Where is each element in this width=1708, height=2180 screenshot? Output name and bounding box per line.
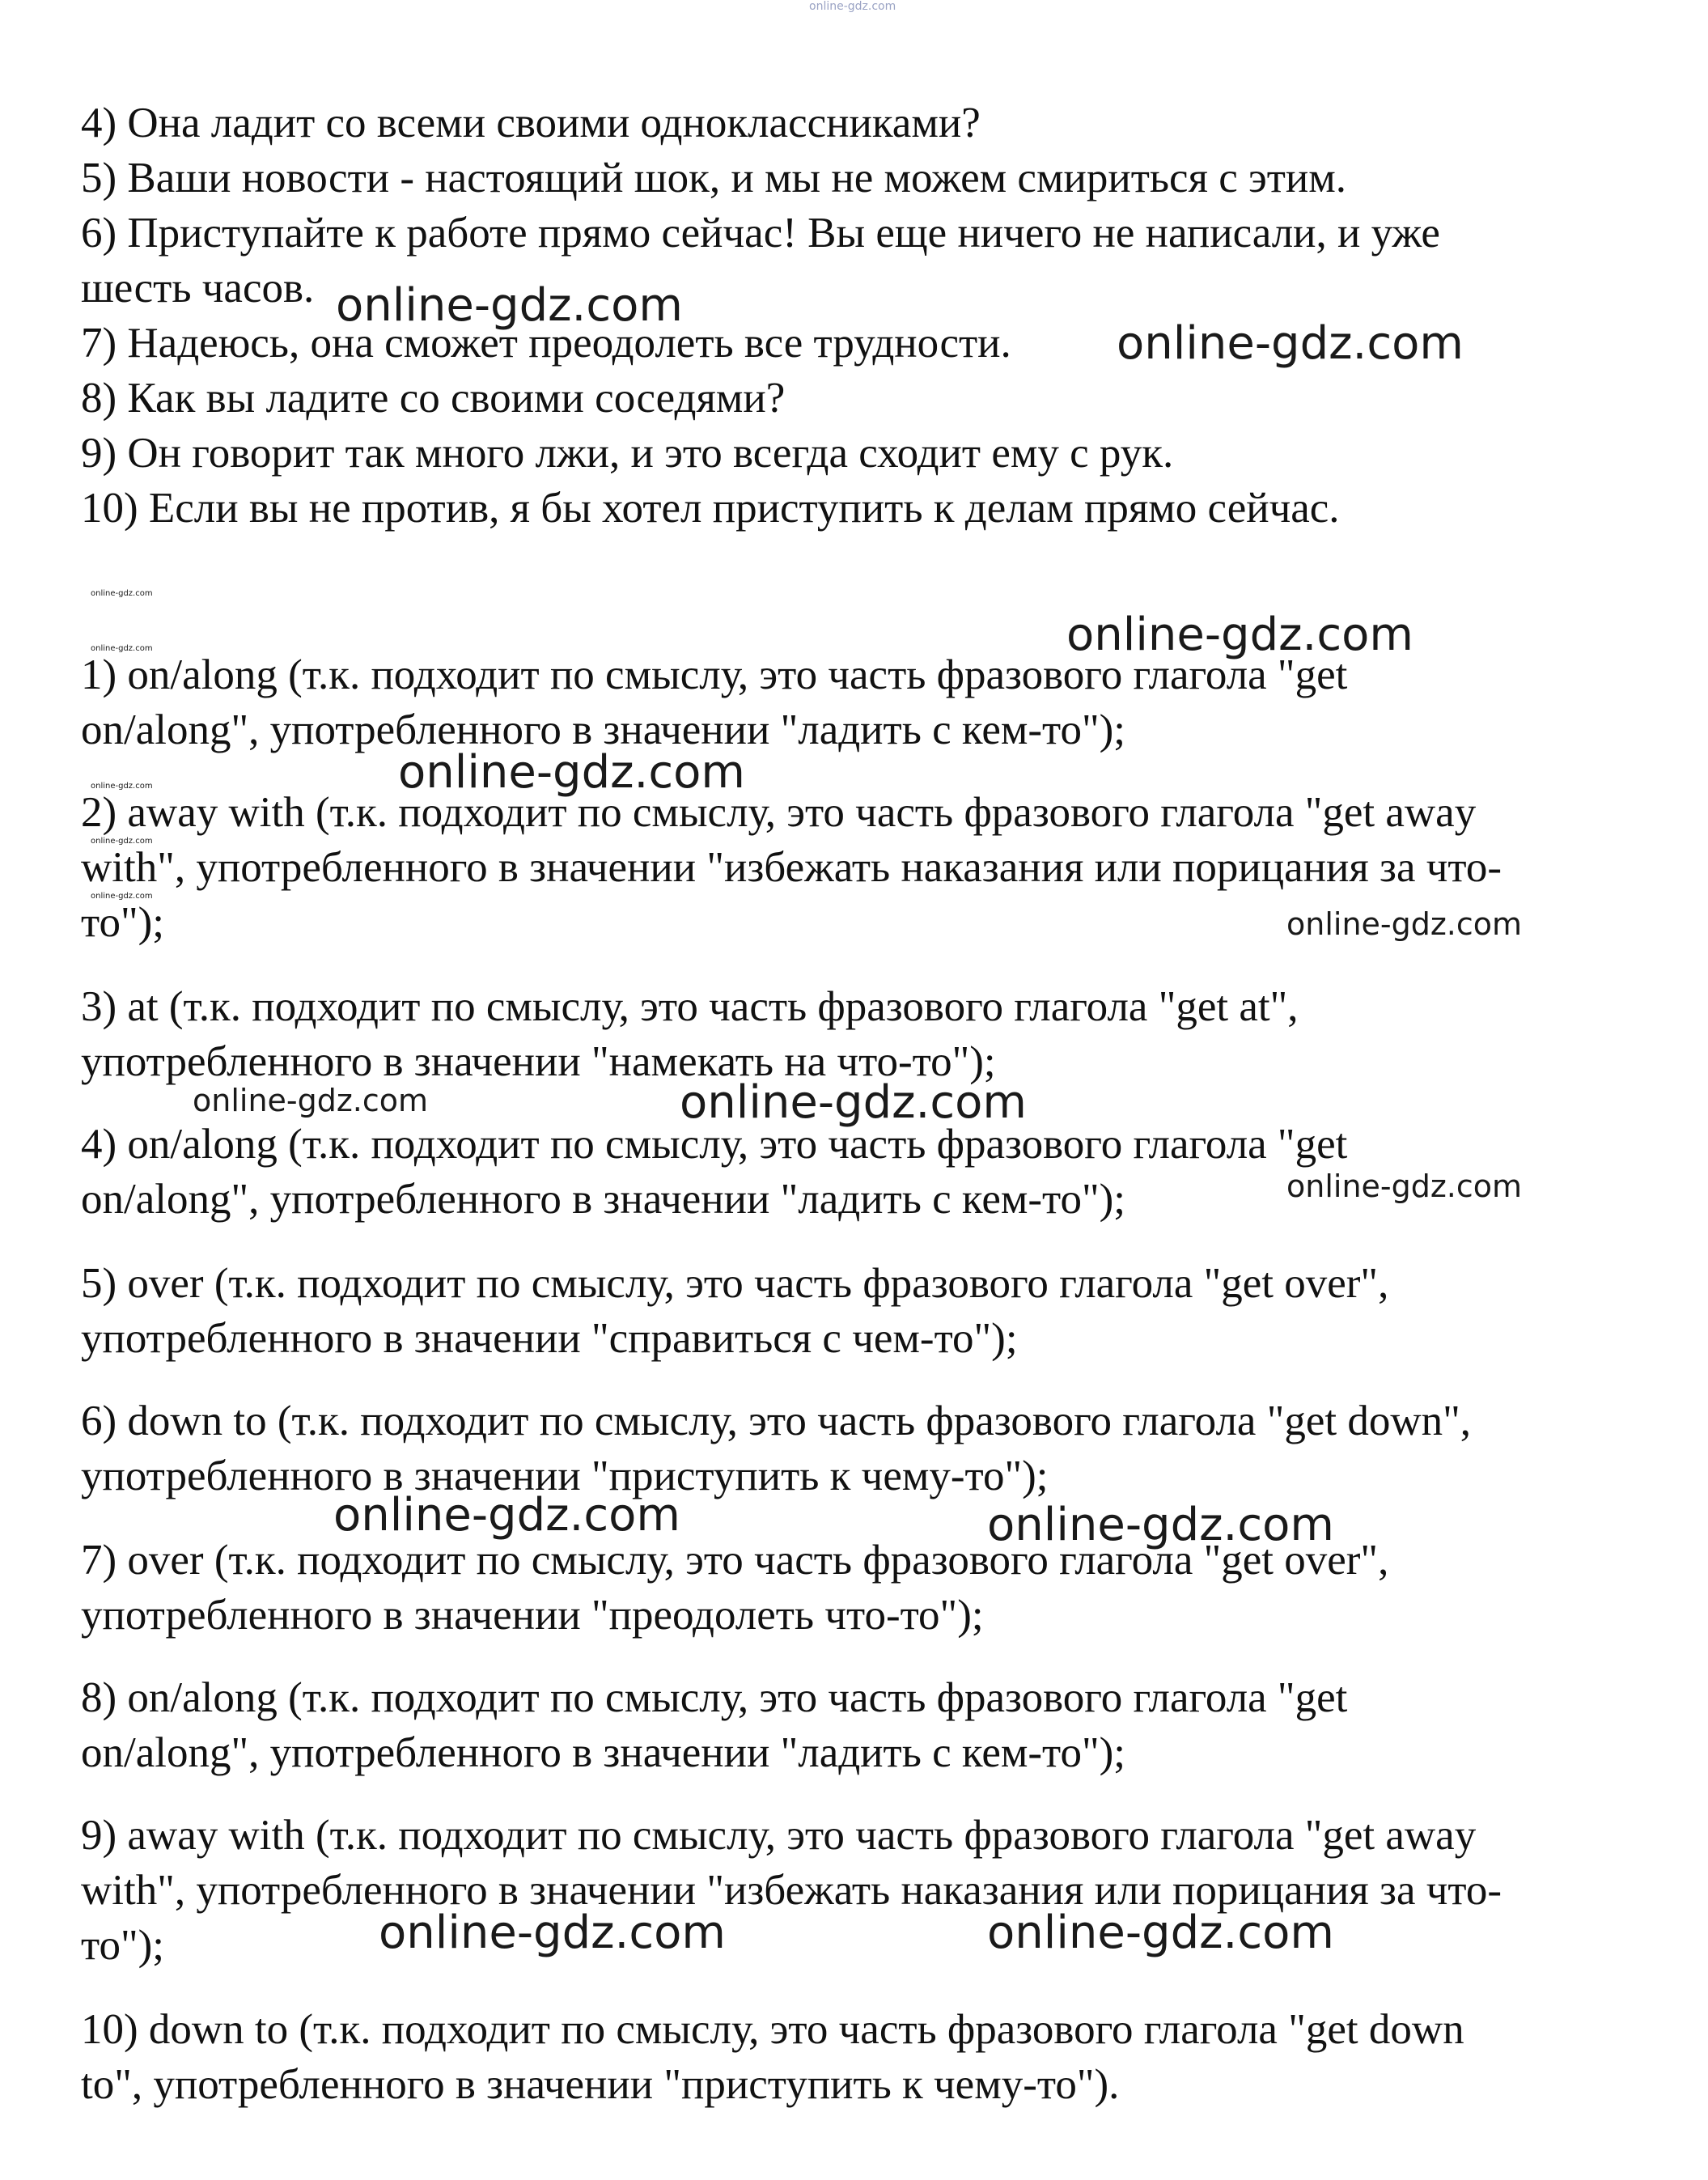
translation-line: 6) Приступайте к работе прямо сейчас! Вы еще ничего не написали, и уже — [81, 210, 1440, 257]
answer-line: 2) away with (т.к. подходит по смыслу, это часть фразового глагола "get away — [81, 789, 1477, 836]
answer-item — [81, 1808, 1691, 1973]
answer-item — [81, 979, 1691, 1089]
translation-line: 10) Если вы не против, я бы хотел приступить к делам прямо сейчас. — [81, 485, 1340, 532]
answer-line: употребленного в значении "приступить к чему-то"); — [81, 1453, 1049, 1499]
watermark: online-gdz.com — [680, 1076, 1027, 1129]
answer-item — [81, 1393, 1691, 1504]
answer-line: то"); — [81, 1922, 164, 1969]
answer-line: употребленного в значении "справиться с чем-то"); — [81, 1315, 1018, 1362]
watermark: online-gdz.com — [91, 892, 153, 901]
translation-line: 7) Надеюсь, она сможет преодолеть все трудности. — [81, 320, 1011, 367]
answer-line: употребленного в значении "преодолеть что-то"); — [81, 1592, 984, 1639]
answer-line: то"); — [81, 899, 164, 946]
watermark: online-gdz.com — [987, 1906, 1334, 1959]
watermark: online-gdz.com — [91, 782, 153, 791]
answer-item — [81, 1670, 1691, 1780]
header-watermark: online-gdz.com — [809, 0, 896, 13]
answer-line: 3) at (т.к. подходит по смыслу, это часть фразового глагола "get at", — [81, 983, 1299, 1030]
translation-line: 5) Ваши новости - настоящий шок, и мы не можем смириться с этим. — [81, 155, 1347, 201]
answer-line: 10) down to (т.к. подходит по смыслу, это часть фразового глагола "get down — [81, 2006, 1464, 2053]
watermark: online-gdz.com — [1286, 1168, 1523, 1204]
watermark: online-gdz.com — [398, 746, 745, 799]
answer-line: with", употребленного в значении "избежать наказания или порицания за что- — [81, 844, 1502, 891]
watermark: online-gdz.com — [987, 1499, 1334, 1551]
answer-line: 8) on/along (т.к. подходит по смыслу, это часть фразового глагола "get — [81, 1674, 1348, 1721]
watermark: online-gdz.com — [193, 1083, 429, 1118]
answer-line: 9) away with (т.к. подходит по смыслу, это часть фразового глагола "get away — [81, 1812, 1477, 1859]
translation-line: 8) Как вы ладите со своими соседями? — [81, 375, 786, 422]
answer-item — [81, 647, 1691, 757]
answer-line: 5) over (т.к. подходит по смыслу, это часть фразового глагола "get over", — [81, 1260, 1389, 1307]
watermark: online-gdz.com — [336, 279, 683, 332]
watermark: online-gdz.com — [333, 1489, 680, 1542]
answer-line: 1) on/along (т.к. подходит по смыслу, это часть фразового глагола "get — [81, 651, 1348, 698]
answer-line: 6) down to (т.к. подходит по смыслу, это часть фразового глагола "get down", — [81, 1397, 1471, 1444]
watermark: online-gdz.com — [1286, 906, 1523, 942]
watermark: online-gdz.com — [91, 589, 153, 598]
watermark: online-gdz.com — [1117, 317, 1464, 370]
answer-item — [81, 1256, 1691, 1366]
translation-line: 9) Он говорит так много лжи, и это всегда сходит ему с рук. — [81, 430, 1174, 477]
answer-line: on/along", употребленного в значении "ладить с кем-то"); — [81, 1729, 1126, 1776]
answer-line: with", употребленного в значении "избежать наказания или порицания за что- — [81, 1867, 1502, 1914]
answer-item — [81, 1533, 1691, 1643]
translations-list — [81, 95, 1691, 536]
answer-line: to", употребленного в значении "приступить к чему-то"). — [81, 2061, 1120, 2108]
watermark: online-gdz.com — [91, 644, 153, 653]
answer-line: 7) over (т.к. подходит по смыслу, это часть фразового глагола "get over", — [81, 1537, 1389, 1584]
watermark: online-gdz.com — [1066, 609, 1413, 661]
translation-line: 4) Она ладит со всеми своими одноклассниками? — [81, 100, 981, 146]
answer-line: on/along", употребленного в значении "ладить с кем-то"); — [81, 706, 1126, 753]
watermark: online-gdz.com — [91, 837, 153, 846]
answer-line: 4) on/along (т.к. подходит по смыслу, это часть фразового глагола "get — [81, 1121, 1348, 1168]
watermark: online-gdz.com — [379, 1906, 726, 1959]
answer-item — [81, 2002, 1691, 2112]
answer-line: употребленного в значении "намекать на что-то"); — [81, 1038, 996, 1085]
translation-line: шесть часов. — [81, 265, 315, 312]
answer-line: on/along", употребленного в значении "ладить с кем-то"); — [81, 1176, 1126, 1223]
